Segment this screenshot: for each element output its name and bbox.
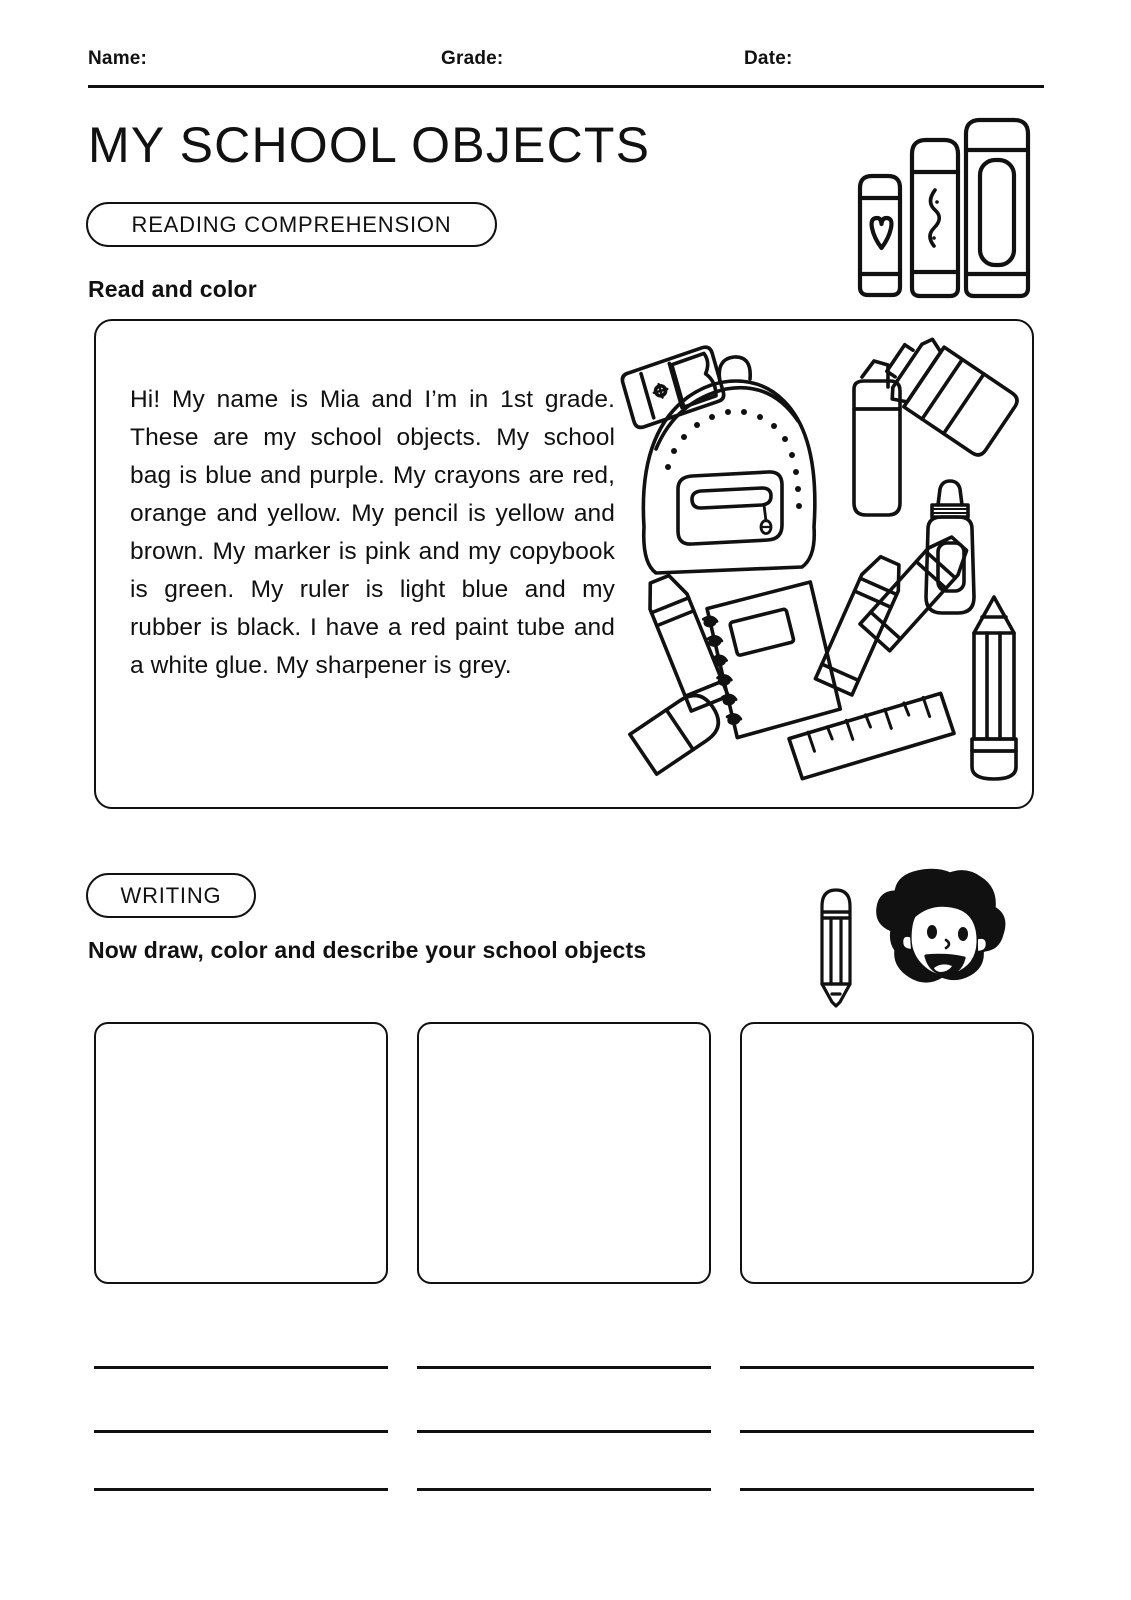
writing-line-1-2[interactable] xyxy=(417,1366,711,1369)
header xyxy=(88,48,1044,88)
writing-line-1-3[interactable] xyxy=(740,1366,1034,1369)
page-title: MY SCHOOL OBJECTS xyxy=(88,117,651,173)
badge-reading-label: READING COMPREHENSION xyxy=(131,211,452,237)
writing-line-1-1[interactable] xyxy=(94,1366,388,1369)
reading-passage-card xyxy=(94,319,1034,809)
three-markers-icon xyxy=(846,112,1046,302)
writing-line-2-3[interactable] xyxy=(740,1430,1034,1433)
header-divider xyxy=(88,85,1044,88)
date-field-label: Date: xyxy=(744,48,793,69)
writing-line-3-3[interactable] xyxy=(740,1488,1034,1491)
writing-instruction-heading: Now draw, color and describe your school objects xyxy=(88,937,647,963)
draw-boxes-row xyxy=(94,1022,1034,1284)
writing-line-3-1[interactable] xyxy=(94,1488,388,1491)
draw-box-1[interactable] xyxy=(94,1022,388,1284)
writing-lines-area xyxy=(94,1330,1034,1530)
girl-with-pencil-illustration xyxy=(806,862,1021,1007)
draw-box-3[interactable] xyxy=(740,1022,1034,1284)
name-field-label: Name: xyxy=(88,48,148,69)
writing-line-2-2[interactable] xyxy=(417,1430,711,1433)
header-fields xyxy=(88,48,1044,76)
draw-box-2[interactable] xyxy=(417,1022,711,1284)
badge-writing-label: WRITING xyxy=(120,882,222,908)
writing-line-3-2[interactable] xyxy=(417,1488,711,1491)
smiling-girl-face-icon xyxy=(878,870,1004,981)
grade-field-label: Grade: xyxy=(441,48,504,69)
badge-writing xyxy=(86,873,256,918)
pencil-icon xyxy=(822,890,850,1006)
writing-line-row-2 xyxy=(94,1430,1034,1433)
badge-reading-comprehension xyxy=(86,202,497,247)
school-supplies-cluster-icon xyxy=(616,339,1016,779)
writing-line-2-1[interactable] xyxy=(94,1430,388,1433)
writing-line-row-3 xyxy=(94,1488,1034,1491)
read-and-color-heading: Read and color xyxy=(88,276,257,302)
reading-passage-text: Hi! My name is Mia and I’m in 1st grade. These are my school objects. My school bag is blue and purple. My crayons are red, orange and yellow. My pencil is yellow and brown. My marker is pink and my copybook is green. My ruler is light blue and my rubber is black. I have a red paint tube and a white glue. My sharpener is grey. xyxy=(130,386,615,679)
writing-line-row-1 xyxy=(94,1366,1034,1369)
